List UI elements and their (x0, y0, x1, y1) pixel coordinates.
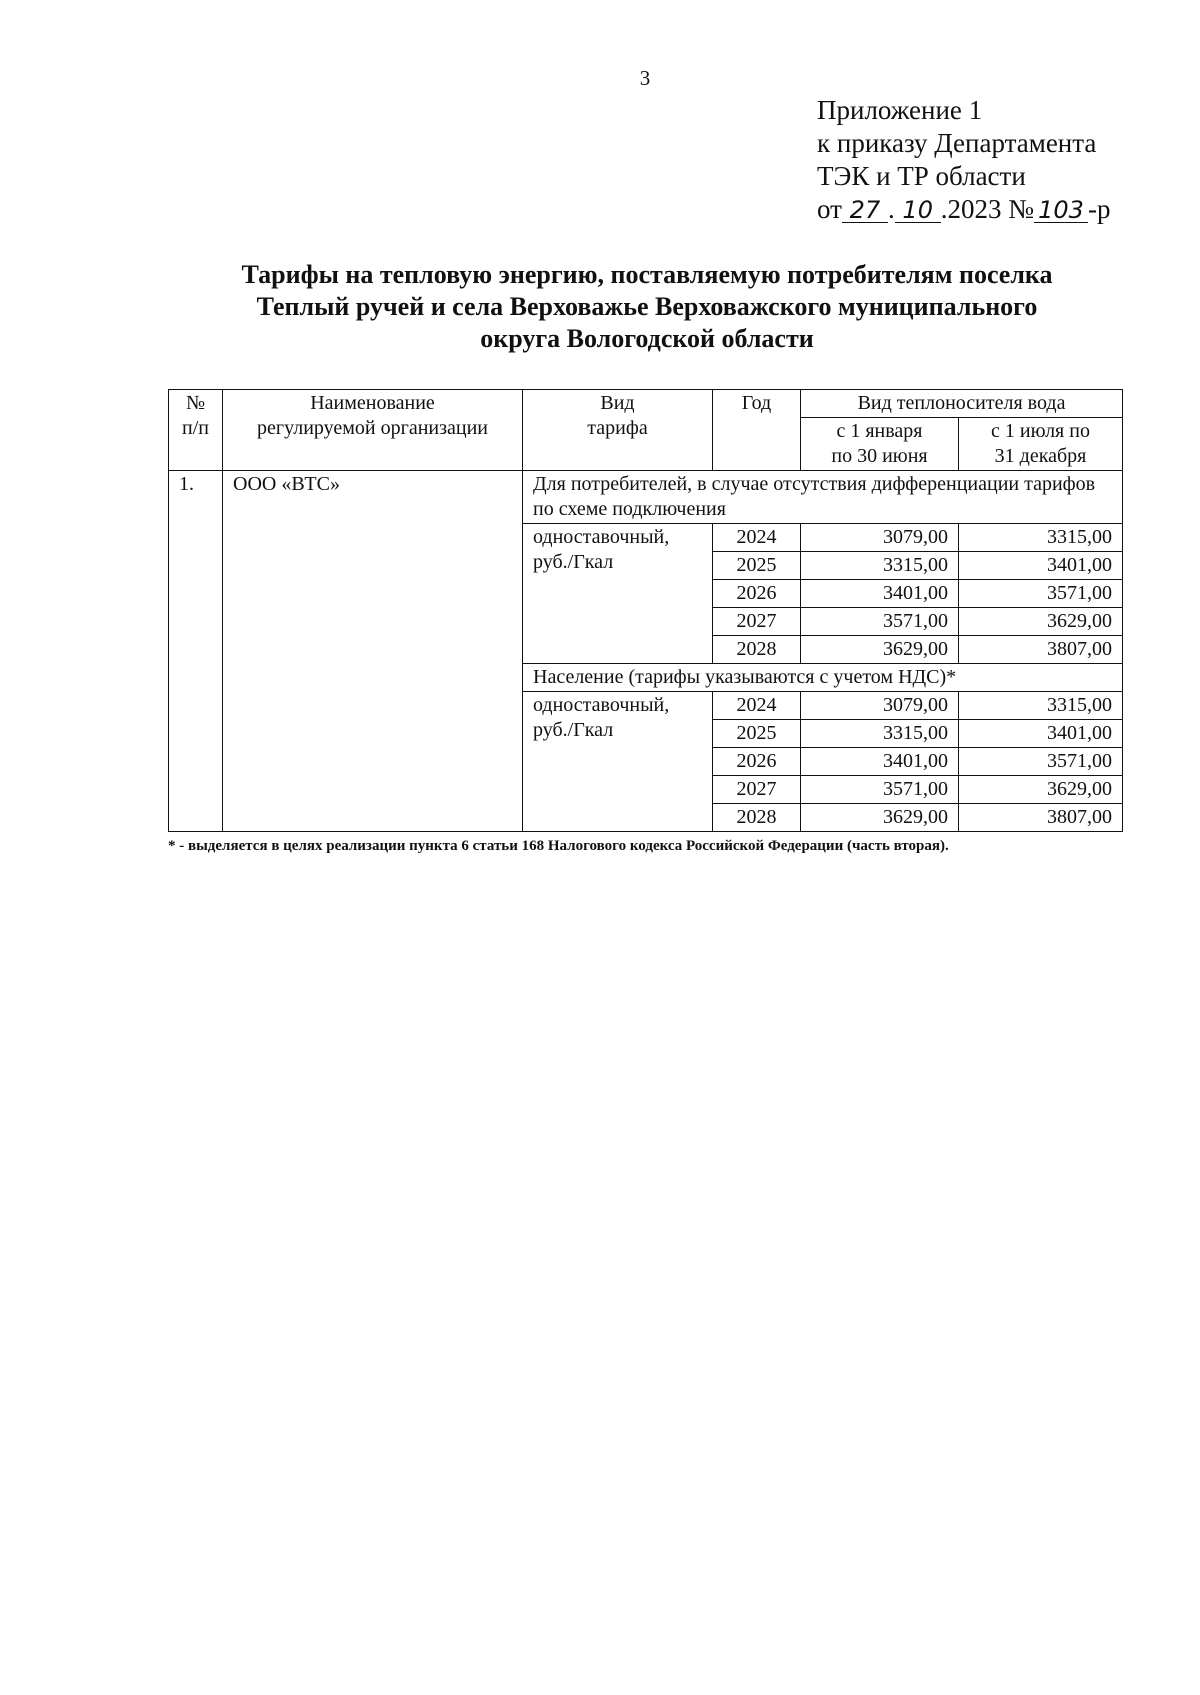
header-year: Год (713, 390, 801, 471)
footnote: * - выделяется в целях реализации пункта 6 статьи 168 Налогового кодекса Российской Федерации (часть вторая). (168, 838, 949, 854)
date-prefix: от (817, 194, 842, 224)
tariff-type-cell (523, 692, 713, 832)
organization-name: ООО «ВТС» (223, 471, 523, 832)
tariff-h2-cell: 3315,00 (959, 692, 1123, 720)
group-caption: Для потребителей, в случае отсутствия дифференциации тарифов по схеме подключения (523, 471, 1123, 524)
row-number: 1. (169, 471, 223, 832)
header-period-2-line-1: с 1 июля по (991, 420, 1090, 442)
page-number: 3 (639, 66, 651, 90)
header-period-2 (959, 418, 1123, 471)
tariff-h1-cell: 3629,00 (801, 804, 959, 832)
year-cell: 2024 (713, 692, 801, 720)
tariff-h2-cell: 3807,00 (959, 636, 1123, 664)
header-carrier: Вид теплоносителя вода (801, 390, 1123, 418)
tariff-type-line-2: руб./Гкал (533, 719, 614, 741)
tariff-type-line-1: одноставочный, (533, 526, 670, 548)
handwritten-month: 10 (895, 198, 941, 223)
tariff-h2-cell: 3807,00 (959, 804, 1123, 832)
group-caption: Население (тарифы указываются с учетом НДС)* (523, 664, 1123, 692)
title-line-3: округа Вологодской области (480, 324, 814, 353)
date-year: .2023 № (940, 194, 1034, 224)
handwritten-day: 27 (842, 198, 888, 223)
appendix-line-3: ТЭК и ТР области (817, 161, 1026, 191)
header-org-line-1: Наименование (310, 392, 435, 414)
header-period-1-line-2: по 30 июня (831, 445, 928, 467)
header-type-line-1: Вид (600, 392, 635, 414)
title-line-2: Теплый ручей и села Верховажье Верховажского муниципального (256, 292, 1038, 321)
document-title (168, 259, 1126, 355)
handwritten-order-number: 103 (1034, 198, 1088, 223)
tariff-h1-cell: 3629,00 (801, 636, 959, 664)
header-number-line-2: п/п (182, 417, 209, 439)
order-suffix: -р (1087, 194, 1111, 224)
header-tariff-type (523, 390, 713, 471)
year-cell: 2025 (713, 552, 801, 580)
tariff-h2-cell: 3629,00 (959, 776, 1123, 804)
tariff-h1-cell: 3401,00 (801, 748, 959, 776)
tariff-h2-cell: 3629,00 (959, 608, 1123, 636)
year-cell: 2028 (713, 804, 801, 832)
header-type-line-2: тарифа (587, 417, 648, 439)
header-number (169, 390, 223, 471)
table-header-row (169, 390, 1123, 418)
year-cell: 2026 (713, 580, 801, 608)
tariff-type-line-1: одноставочный, (533, 694, 670, 716)
year-cell: 2025 (713, 720, 801, 748)
header-organization (223, 390, 523, 471)
header-org-line-2: регулируемой организации (257, 417, 488, 439)
header-period-1 (801, 418, 959, 471)
appendix-line-1: Приложение 1 (817, 95, 983, 125)
year-cell: 2026 (713, 748, 801, 776)
tariff-h1-cell: 3315,00 (801, 720, 959, 748)
tariff-type-line-2: руб./Гкал (533, 551, 614, 573)
tariff-h1-cell: 3571,00 (801, 776, 959, 804)
tariff-h1-cell: 3571,00 (801, 608, 959, 636)
table-row (169, 471, 1123, 524)
tariff-h1-cell: 3401,00 (801, 580, 959, 608)
tariff-h2-cell: 3401,00 (959, 552, 1123, 580)
title-line-1: Тарифы на тепловую энергию, поставляемую потребителям поселка (241, 260, 1053, 289)
tariff-type-cell (523, 524, 713, 664)
tariff-h2-cell: 3571,00 (959, 580, 1123, 608)
header-period-1-line-1: с 1 января (836, 420, 923, 442)
tariff-h1-cell: 3079,00 (801, 524, 959, 552)
header-number-line-1: № (185, 392, 206, 414)
date-separator: . (887, 194, 895, 224)
year-cell: 2024 (713, 524, 801, 552)
tariff-h1-cell: 3079,00 (801, 692, 959, 720)
year-cell: 2027 (713, 776, 801, 804)
tariff-h2-cell: 3571,00 (959, 748, 1123, 776)
tariff-h1-cell: 3315,00 (801, 552, 959, 580)
appendix-date-line (817, 193, 1110, 226)
tariff-table (168, 389, 1123, 832)
appendix-line-2: к приказу Департамента (817, 128, 1097, 158)
tariff-h2-cell: 3401,00 (959, 720, 1123, 748)
year-cell: 2028 (713, 636, 801, 664)
tariff-h2-cell: 3315,00 (959, 524, 1123, 552)
year-cell: 2027 (713, 608, 801, 636)
appendix-header (817, 94, 1110, 226)
header-period-2-line-2: 31 декабря (994, 445, 1087, 467)
